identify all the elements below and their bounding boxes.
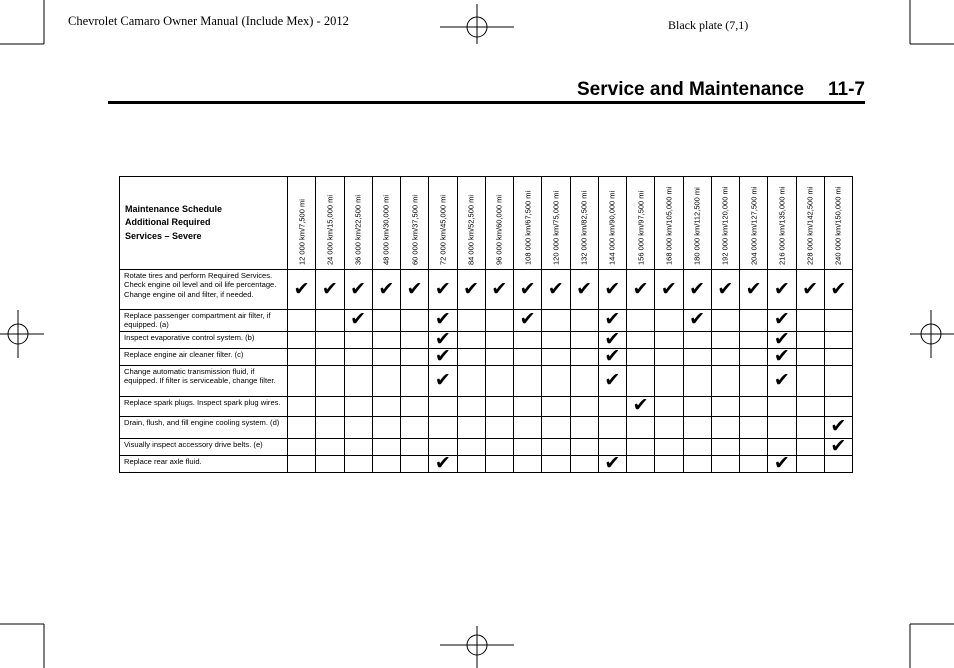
check-icon: ✔	[683, 270, 711, 310]
empty-cell	[796, 348, 824, 365]
empty-cell	[457, 416, 485, 438]
task-description: Change automatic transmission fluid, if equipped. If filter is serviceable, change filter.	[120, 365, 288, 396]
empty-cell	[316, 455, 344, 472]
empty-cell	[316, 348, 344, 365]
empty-cell	[683, 455, 711, 472]
empty-cell	[514, 455, 542, 472]
empty-cell	[514, 365, 542, 396]
interval-header	[457, 177, 485, 270]
task-description: Rotate tires and perform Required Services. Check engine oil level and oil life percentage. Change engine oil and filter, if needed.	[120, 270, 288, 310]
empty-cell	[711, 365, 739, 396]
empty-cell	[570, 365, 598, 396]
empty-cell	[655, 416, 683, 438]
check-icon: ✔	[824, 270, 852, 310]
table-row	[120, 455, 853, 472]
interval-label: 120 000 km/75,000 mi	[551, 190, 561, 265]
interval-label: 108 000 km/67,500 mi	[523, 190, 533, 265]
empty-cell	[316, 396, 344, 416]
interval-label: 84 000 km/52,500 mi	[466, 194, 476, 265]
empty-cell	[288, 331, 316, 348]
empty-cell	[457, 310, 485, 332]
empty-cell	[740, 348, 768, 365]
check-icon: ✔	[627, 270, 655, 310]
check-icon: ✔	[768, 365, 796, 396]
empty-cell	[372, 310, 400, 332]
task-description: Replace passenger compartment air filter, if equipped. (a)	[120, 310, 288, 332]
empty-cell	[796, 438, 824, 455]
task-description: Drain, flush, and fill engine cooling system. (d)	[120, 416, 288, 438]
empty-cell	[740, 455, 768, 472]
empty-cell	[655, 310, 683, 332]
empty-cell	[372, 455, 400, 472]
empty-cell	[711, 396, 739, 416]
empty-cell	[711, 331, 739, 348]
empty-cell	[570, 455, 598, 472]
empty-cell	[824, 310, 852, 332]
empty-cell	[796, 310, 824, 332]
check-icon: ✔	[316, 270, 344, 310]
interval-label: 24 000 km/15,000 mi	[325, 194, 335, 265]
empty-cell	[288, 396, 316, 416]
empty-cell	[401, 455, 429, 472]
empty-cell	[372, 331, 400, 348]
interval-label: 12 000 km/7,500 mi	[297, 199, 307, 265]
empty-cell	[542, 348, 570, 365]
check-icon: ✔	[598, 455, 626, 472]
empty-cell	[344, 396, 372, 416]
interval-header	[683, 177, 711, 270]
check-icon: ✔	[768, 331, 796, 348]
check-icon: ✔	[598, 270, 626, 310]
interval-header	[401, 177, 429, 270]
interval-label: 180 000 km/112,500 mi	[692, 187, 702, 265]
check-icon: ✔	[401, 270, 429, 310]
task-description: Replace rear axle fluid.	[120, 455, 288, 472]
empty-cell	[344, 365, 372, 396]
interval-header	[740, 177, 768, 270]
empty-cell	[514, 331, 542, 348]
empty-cell	[655, 331, 683, 348]
check-icon: ✔	[288, 270, 316, 310]
empty-cell	[711, 310, 739, 332]
empty-cell	[796, 416, 824, 438]
empty-cell	[542, 365, 570, 396]
empty-cell	[740, 310, 768, 332]
empty-cell	[372, 438, 400, 455]
empty-cell	[768, 396, 796, 416]
check-icon: ✔	[824, 438, 852, 455]
page-number: 11-7	[828, 79, 865, 100]
empty-cell	[740, 416, 768, 438]
check-icon: ✔	[683, 310, 711, 332]
interval-label: 228 000 km/142,500 mi	[805, 186, 815, 265]
empty-cell	[485, 348, 513, 365]
empty-cell	[429, 396, 457, 416]
empty-cell	[485, 310, 513, 332]
empty-cell	[683, 365, 711, 396]
table-row	[120, 348, 853, 365]
empty-cell	[570, 348, 598, 365]
empty-cell	[711, 348, 739, 365]
empty-cell	[288, 438, 316, 455]
empty-cell	[796, 455, 824, 472]
empty-cell	[401, 331, 429, 348]
check-icon: ✔	[598, 348, 626, 365]
empty-cell	[711, 455, 739, 472]
interval-label: 192 000 km/120,000 mi	[720, 186, 730, 265]
schedule-title-line: Maintenance Schedule	[125, 203, 223, 214]
empty-cell	[570, 310, 598, 332]
empty-cell	[401, 438, 429, 455]
check-icon: ✔	[768, 348, 796, 365]
check-icon: ✔	[429, 455, 457, 472]
check-icon: ✔	[598, 331, 626, 348]
registration-mark-right	[910, 310, 954, 358]
empty-cell	[796, 365, 824, 396]
empty-cell	[711, 438, 739, 455]
interval-header	[570, 177, 598, 270]
check-icon: ✔	[514, 270, 542, 310]
empty-cell	[655, 438, 683, 455]
empty-cell	[288, 416, 316, 438]
empty-cell	[683, 331, 711, 348]
check-icon: ✔	[655, 270, 683, 310]
empty-cell	[824, 455, 852, 472]
interval-label: 96 000 km/60,000 mi	[494, 194, 504, 265]
empty-cell	[344, 416, 372, 438]
interval-label: 36 000 km/22,500 mi	[353, 194, 363, 265]
empty-cell	[627, 331, 655, 348]
interval-header	[627, 177, 655, 270]
empty-cell	[683, 438, 711, 455]
interval-header	[542, 177, 570, 270]
interval-label: 144 000 km/90,000 mi	[607, 190, 617, 265]
empty-cell	[288, 365, 316, 396]
registration-mark-left	[0, 310, 44, 358]
empty-cell	[768, 416, 796, 438]
empty-cell	[401, 416, 429, 438]
check-icon: ✔	[429, 331, 457, 348]
check-icon: ✔	[768, 455, 796, 472]
table-row	[120, 416, 853, 438]
empty-cell	[457, 365, 485, 396]
empty-cell	[288, 455, 316, 472]
check-icon: ✔	[598, 310, 626, 332]
registration-mark-top	[440, 4, 514, 44]
empty-cell	[824, 365, 852, 396]
check-icon: ✔	[598, 365, 626, 396]
interval-header	[711, 177, 739, 270]
interval-header	[316, 177, 344, 270]
empty-cell	[316, 365, 344, 396]
empty-cell	[344, 455, 372, 472]
check-icon: ✔	[485, 270, 513, 310]
empty-cell	[485, 365, 513, 396]
interval-header	[796, 177, 824, 270]
check-icon: ✔	[711, 270, 739, 310]
empty-cell	[514, 416, 542, 438]
table-row	[120, 438, 853, 455]
empty-cell	[824, 331, 852, 348]
empty-cell	[485, 396, 513, 416]
table-row	[120, 365, 853, 396]
empty-cell	[372, 348, 400, 365]
empty-cell	[655, 348, 683, 365]
empty-cell	[542, 331, 570, 348]
task-description: Replace engine air cleaner filter. (c)	[120, 348, 288, 365]
empty-cell	[457, 455, 485, 472]
schedule-title-line: Additional Required	[125, 217, 211, 228]
empty-cell	[824, 348, 852, 365]
maintenance-schedule	[119, 176, 852, 474]
empty-cell	[457, 348, 485, 365]
empty-cell	[344, 348, 372, 365]
interval-label: 216 000 km/135,000 mi	[777, 186, 787, 265]
empty-cell	[570, 396, 598, 416]
empty-cell	[316, 438, 344, 455]
empty-cell	[316, 331, 344, 348]
check-icon: ✔	[429, 365, 457, 396]
empty-cell	[542, 310, 570, 332]
interval-header	[598, 177, 626, 270]
empty-cell	[429, 416, 457, 438]
empty-cell	[514, 438, 542, 455]
empty-cell	[683, 348, 711, 365]
empty-cell	[288, 310, 316, 332]
check-icon: ✔	[542, 270, 570, 310]
check-icon: ✔	[344, 270, 372, 310]
empty-cell	[655, 396, 683, 416]
interval-header	[288, 177, 316, 270]
check-icon: ✔	[429, 348, 457, 365]
empty-cell	[401, 365, 429, 396]
check-icon: ✔	[372, 270, 400, 310]
interval-label: 60 000 km/37,500 mi	[410, 194, 420, 265]
task-description: Replace spark plugs. Inspect spark plug wires.	[120, 396, 288, 416]
empty-cell	[570, 416, 598, 438]
interval-header	[824, 177, 852, 270]
check-icon: ✔	[514, 310, 542, 332]
empty-cell	[598, 416, 626, 438]
empty-cell	[655, 365, 683, 396]
empty-cell	[457, 438, 485, 455]
empty-cell	[485, 331, 513, 348]
empty-cell	[514, 396, 542, 416]
empty-cell	[542, 416, 570, 438]
interval-label: 48 000 km/30,000 mi	[381, 194, 391, 265]
empty-cell	[401, 396, 429, 416]
interval-label: 156 000 km/97,500 mi	[636, 190, 646, 265]
task-description: Visually inspect accessory drive belts. (e)	[120, 438, 288, 455]
check-icon: ✔	[796, 270, 824, 310]
empty-cell	[683, 396, 711, 416]
empty-cell	[683, 416, 711, 438]
empty-cell	[627, 455, 655, 472]
interval-label: 132 000 km/82,500 mi	[579, 190, 589, 265]
table-row	[120, 310, 853, 332]
interval-header	[372, 177, 400, 270]
empty-cell	[401, 310, 429, 332]
page-header-right: Black plate (7,1)	[668, 18, 749, 32]
table-row	[120, 270, 853, 310]
empty-cell	[344, 331, 372, 348]
empty-cell	[316, 416, 344, 438]
check-icon: ✔	[429, 270, 457, 310]
empty-cell	[570, 331, 598, 348]
table-row	[120, 396, 853, 416]
section-title: Service and Maintenance	[577, 79, 805, 100]
interval-header	[485, 177, 513, 270]
check-icon: ✔	[768, 310, 796, 332]
header-rule	[108, 101, 865, 104]
empty-cell	[542, 438, 570, 455]
empty-cell	[627, 416, 655, 438]
empty-cell	[514, 348, 542, 365]
check-icon: ✔	[457, 270, 485, 310]
empty-cell	[457, 331, 485, 348]
interval-header	[429, 177, 457, 270]
empty-cell	[372, 416, 400, 438]
empty-cell	[485, 455, 513, 472]
empty-cell	[627, 310, 655, 332]
empty-cell	[542, 396, 570, 416]
interval-header	[344, 177, 372, 270]
empty-cell	[344, 438, 372, 455]
interval-header	[655, 177, 683, 270]
empty-cell	[457, 396, 485, 416]
interval-label: 204 000 km/127,500 mi	[749, 186, 759, 265]
check-icon: ✔	[768, 270, 796, 310]
empty-cell	[598, 396, 626, 416]
empty-cell	[485, 416, 513, 438]
check-icon: ✔	[740, 270, 768, 310]
empty-cell	[824, 396, 852, 416]
empty-cell	[401, 348, 429, 365]
schedule-title	[120, 177, 288, 270]
empty-cell	[740, 438, 768, 455]
empty-cell	[740, 396, 768, 416]
empty-cell	[485, 438, 513, 455]
empty-cell	[740, 365, 768, 396]
empty-cell	[711, 416, 739, 438]
empty-cell	[372, 396, 400, 416]
task-description: Inspect evaporative control system. (b)	[120, 331, 288, 348]
empty-cell	[316, 310, 344, 332]
page-header-left: Chevrolet Camaro Owner Manual (Include Mex) - 2012	[68, 14, 349, 28]
empty-cell	[655, 455, 683, 472]
interval-label: 72 000 km/45,000 mi	[438, 194, 448, 265]
check-icon: ✔	[824, 416, 852, 438]
interval-header	[768, 177, 796, 270]
registration-mark-bottom	[440, 626, 514, 668]
interval-label: 240 000 km/150,000 mi	[833, 186, 843, 265]
check-icon: ✔	[344, 310, 372, 332]
empty-cell	[627, 365, 655, 396]
schedule-table	[119, 176, 853, 473]
check-icon: ✔	[627, 396, 655, 416]
empty-cell	[796, 331, 824, 348]
schedule-title-line: Services – Severe	[125, 230, 202, 241]
empty-cell	[740, 331, 768, 348]
check-icon: ✔	[429, 310, 457, 332]
empty-cell	[627, 438, 655, 455]
table-row	[120, 331, 853, 348]
empty-cell	[627, 348, 655, 365]
empty-cell	[288, 348, 316, 365]
interval-label: 168 000 km/105,000 mi	[664, 186, 674, 265]
empty-cell	[542, 455, 570, 472]
empty-cell	[570, 438, 598, 455]
empty-cell	[372, 365, 400, 396]
interval-header	[514, 177, 542, 270]
check-icon: ✔	[570, 270, 598, 310]
empty-cell	[796, 396, 824, 416]
